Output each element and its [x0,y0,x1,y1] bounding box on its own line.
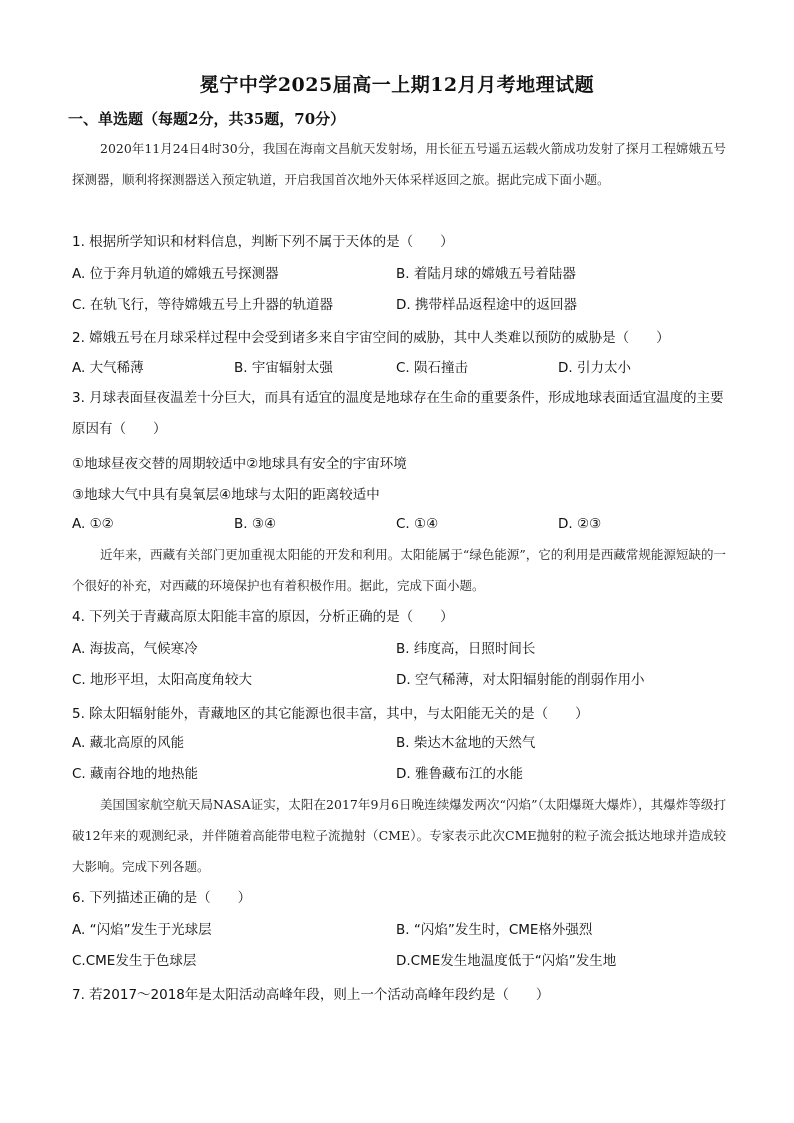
question-4-stem: 4. 下列关于青藏高原太阳能丰富的原因，分析正确的是（ ） [72,609,454,625]
page-title: 冕宁中学2025届高一上期12月月考地理试题 [199,74,595,96]
question-1-option-b: B. 着陆月球的嫦娥五号着陆器 [396,266,576,282]
question-1-option-a: A. 位于奔月轨道的嫦娥五号探测器 [72,266,279,282]
question-1-option-c: C. 在轨飞行，等待嫦娥五号上升器的轨道器 [72,297,334,313]
question-5-stem: 5. 除太阳辐射能外，青藏地区的其它能源也很丰富，其中，与太阳能无关的是（ ） [72,706,589,722]
question-6-option-a: A. “闪焰”发生于光球层 [72,922,212,938]
question-3-option-b: B. ③④ [234,516,277,532]
material-passage-3: 美国国家航空航天局NASA证实，太阳在2017年9月6日晚连续爆发两次“闪焰”（太阳爆斑大爆炸），其爆炸等级打破12年来的观测纪录，并伴随着高能带电粒子流抛射（CME）。专家表示此次CME抛射的粒子流会抵达地球并造成较大影响。完成下列各题。 [72,797,726,874]
question-2-stem: 2. 嫦娥五号在月球采样过程中会受到诸多来自宇宙空间的威胁，其中人类难以预防的威胁是（ ） [72,330,670,346]
question-7-stem: 7. 若2017～2018年是太阳活动高峰年段，则上一个活动高峰年段约是（ ） [72,987,550,1003]
question-2-option-c: C. 陨石撞击 [396,360,469,376]
section-heading: 一、单选题（每题2分，共35题，70分） [68,110,346,128]
question-5-option-b: B. 柴达木盆地的天然气 [396,735,536,751]
question-5-option-c: C. 藏南谷地的地热能 [72,766,199,782]
question-6-option-b: B. “闪焰”发生时，CME格外强烈 [396,922,593,938]
question-2-option-b: B. 宇宙辐射太强 [234,360,333,376]
question-6-option-d: D.CME发生地温度低于“闪焰”发生地 [396,953,617,969]
question-4-option-d: D. 空气稀薄，对太阳辐射能的削弱作用小 [396,672,645,688]
question-4-option-a: A. 海拔高，气候寒冷 [72,641,198,657]
question-6-option-c: C.CME发生于色球层 [72,953,197,969]
question-2-option-a: A. 大气稀薄 [72,360,144,376]
question-5-option-a: A. 藏北高原的风能 [72,735,185,751]
question-4-option-b: B. 纬度高，日照时间长 [396,641,536,657]
question-2-option-d: D. 引力太小 [558,360,631,376]
material-passage-1: 2020年11月24日4时30分，我国在海南文昌航天发射场，用长征五号遥五运载火箭成功发射了探月工程嫦娥五号探测器，顺利将探测器送入预定轨道，开启我国首次地外天体采样返回之旅。据此完成下面小题。 [72,141,726,187]
question-1-option-d: D. 携带样品返程途中的返回器 [396,297,577,313]
question-5-option-d: D. 雅鲁藏布江的水能 [396,766,523,782]
question-3-statement-line-2: ③地球大气中具有臭氧层④地球与太阳的距离较适中 [72,487,380,503]
question-6-stem: 6. 下列描述正确的是（ ） [72,890,252,906]
question-4-option-c: C. 地形平坦，太阳高度角较大 [72,672,253,688]
material-passage-2: 近年来，西藏有关部门更加重视太阳能的开发和利用。太阳能属于“绿色能源”，它的利用是西藏常规能源短缺的一个很好的补充，对西藏的环境保护也有着积极作用。据此，完成下面小题。 [72,547,726,593]
question-3-statement-line-1: ①地球昼夜交替的周期较适中②地球具有安全的宇宙环境 [72,456,407,472]
question-3-option-d: D. ②③ [558,516,602,532]
question-3-option-c: C. ①④ [396,516,439,532]
question-3-option-a: A. ①② [72,516,114,532]
question-1-stem: 1. 根据所学知识和材料信息，判断下列不属于天体的是（ ） [72,234,454,250]
question-3-stem: 3. 月球表面昼夜温差十分巨大，而具有适宜的温度是地球存在生命的重要条件，形成地球表面适宜温度的主要原因有（ ） [72,390,724,437]
